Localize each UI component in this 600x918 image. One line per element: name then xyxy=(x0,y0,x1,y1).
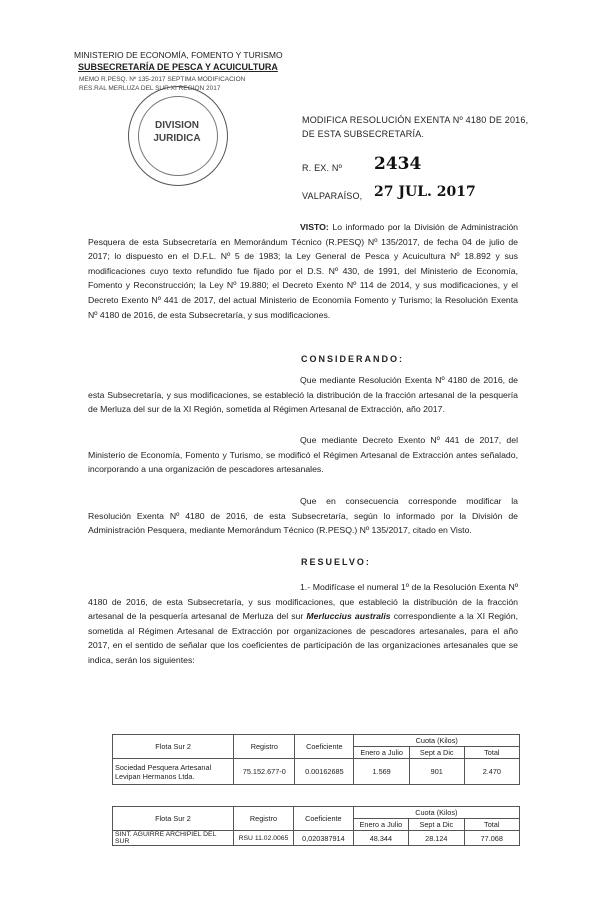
t1-header-coef: Coeficiente xyxy=(295,735,354,759)
t2-sd: 28.124 xyxy=(409,831,464,846)
considerando-p1 xyxy=(88,373,518,417)
resuelvo-p1-end: correspondiente a la XI Región, sometida al Régimen Artesanal de Extracción por organizaciones de pescadores artesanales, para el año 2017, en el sentido de señalar que los coeficientes de participación de las organizaciones artesanales que se indica, serán los siguientes: xyxy=(88,611,519,665)
considerando-p1-text: Que mediante Resolución Exenta Nº 4180 de 2016, de esta Subsecretaría, y sus modificaciones, se estableció la distribución de la fracción artesanal de la pesquería de Merluza del sur de la XI Región, sometida al Régimen Artesanal de Extracción, año 2017. xyxy=(88,375,518,415)
t2-header-ej: Enero a Julio xyxy=(353,819,408,831)
t2-org: SINT. AGUIRRE ARCHIPIEL DEL SUR xyxy=(113,831,234,846)
considerando-p3-text: Que en consecuencia corresponde modificar la Resolución Exenta Nº 4180 de 2016, de esta Subsecretaría, según lo informado por la División de Administración Pesquera, mediante Memorándum Técnico (R.PESQ.) Nº 135/2017, citado en Visto. xyxy=(88,496,518,536)
t1-coef: 0.00162685 xyxy=(295,759,354,785)
t1-org-line-2: Levipan Hermanos Ltda. xyxy=(115,771,195,781)
t2-header-cuota: Cuota (Kilos) xyxy=(353,807,519,819)
subsecretaria-name: SUBSECRETARÍA DE PESCA Y ACUICULTURA xyxy=(78,62,278,72)
visto-paragraph xyxy=(88,220,518,322)
t1-org xyxy=(113,759,234,785)
visto-text: Lo informado por la División de Administración Pesquera de esta Subsecretaría en Memorándum Técnico (R.PESQ) Nº 135/2017, de fecha 04 de julio de 2017; lo dispuesto en el D.F.L. Nº 5 de 1983; la Ley General de Pesca y Acuicultura Nº 18.892 y sus modificaciones cuyo texto refundido fue fijado por el D.S. Nº 430, de 1991, del Ministerio de Economía, Fomento y Reconstrucción; la Ley Nº 19.880; el Decreto Exento Nº 114 de 2014, y sus modificaciones, y el Decreto Exento Nº 441 de 2017, del actual Ministerio de Economía Fomento y Turismo; la Resolución Exenta Nº 4180 de 2016, de esta Subsecretaría, y sus modificaciones. xyxy=(88,222,518,320)
t1-header-sd: Sept a Dic xyxy=(409,747,464,759)
visto-label: VISTO: xyxy=(300,222,329,232)
species-name: Merluccius australis xyxy=(306,611,391,622)
reference-line-2: DE ESTA SUBSECRETARÍA. xyxy=(302,129,425,139)
quota-table-2 xyxy=(112,806,520,846)
rex-number: 2434 xyxy=(374,154,422,174)
table-row xyxy=(113,759,520,785)
division-juridica-stamp xyxy=(128,86,226,184)
t2-header-sd: Sept a Dic xyxy=(409,819,464,831)
t1-header-registro: Registro xyxy=(234,735,295,759)
t2-header-coef: Coeficiente xyxy=(294,807,354,831)
t1-org-line-1: Sociedad Pesquera Artesanal xyxy=(115,762,212,772)
date-place: VALPARAÍSO, xyxy=(302,191,363,201)
ministry-name: MINISTERIO DE ECONOMÍA, FOMENTO Y TURISMO xyxy=(74,50,283,60)
quota-table-1 xyxy=(112,734,520,785)
stamp-line-2: JURIDICA xyxy=(153,133,201,144)
t2-coef: 0,020387914 xyxy=(294,831,354,846)
t1-header-ej: Enero a Julio xyxy=(354,747,409,759)
considerando-p2 xyxy=(88,433,518,477)
t2-registro: RSU 11.02.0065 xyxy=(233,831,293,846)
resuelvo-title: RESUELVO: xyxy=(301,557,371,567)
considerando-p2-text: Que mediante Decreto Exento Nº 441 de 2017, del Ministerio de Economía, Fomento y Turismo, se modificó el Régimen Artesanal de Extracción antes señalado, incorporando a una organización de pescadores artesanales. xyxy=(88,435,518,475)
t2-total: 77.068 xyxy=(464,831,519,846)
t1-sd: 901 xyxy=(409,759,464,785)
rex-label: R. EX. Nº xyxy=(302,163,343,173)
stamp-line-1: DIVISION xyxy=(155,120,199,131)
date-value: 27 JUL. 2017 xyxy=(374,184,476,200)
resuelvo-p1 xyxy=(88,580,518,668)
t1-header-cuota: Cuota (Kilos) xyxy=(354,735,520,747)
t1-ej: 1.569 xyxy=(354,759,409,785)
t2-header-registro: Registro xyxy=(233,807,293,831)
resuelvo-p1-start: 1.- Modifícase el numeral 1º de la Resolución Exenta Nº 4180 de 2016, de esta Subsecretaría, y sus modificaciones, que estableció la distribución de la fracción artesanal de la pesquería artesanal de Merluza del sur xyxy=(88,582,518,622)
t1-header-total: Total xyxy=(464,747,519,759)
t2-ej: 48.344 xyxy=(353,831,408,846)
considerando-title: CONSIDERANDO: xyxy=(301,354,405,364)
reference-line-1: MODIFICA RESOLUCIÓN EXENTA Nº 4180 DE 2016, xyxy=(302,115,529,125)
t1-registro: 75.152.677-0 xyxy=(234,759,295,785)
res-line: RES.RAL MERLUZA DEL SUR XI REGION 2017 xyxy=(79,85,221,92)
memo-line: MEMO R.PESQ. Nº 135-2017 SEPTIMA MODIFICACION xyxy=(79,76,246,83)
t2-header-flota: Flota Sur 2 xyxy=(113,807,234,831)
t2-header-total: Total xyxy=(464,819,519,831)
table-row xyxy=(113,831,520,846)
t1-total: 2.470 xyxy=(464,759,519,785)
considerando-p3 xyxy=(88,494,518,538)
t1-header-flota: Flota Sur 2 xyxy=(113,735,234,759)
